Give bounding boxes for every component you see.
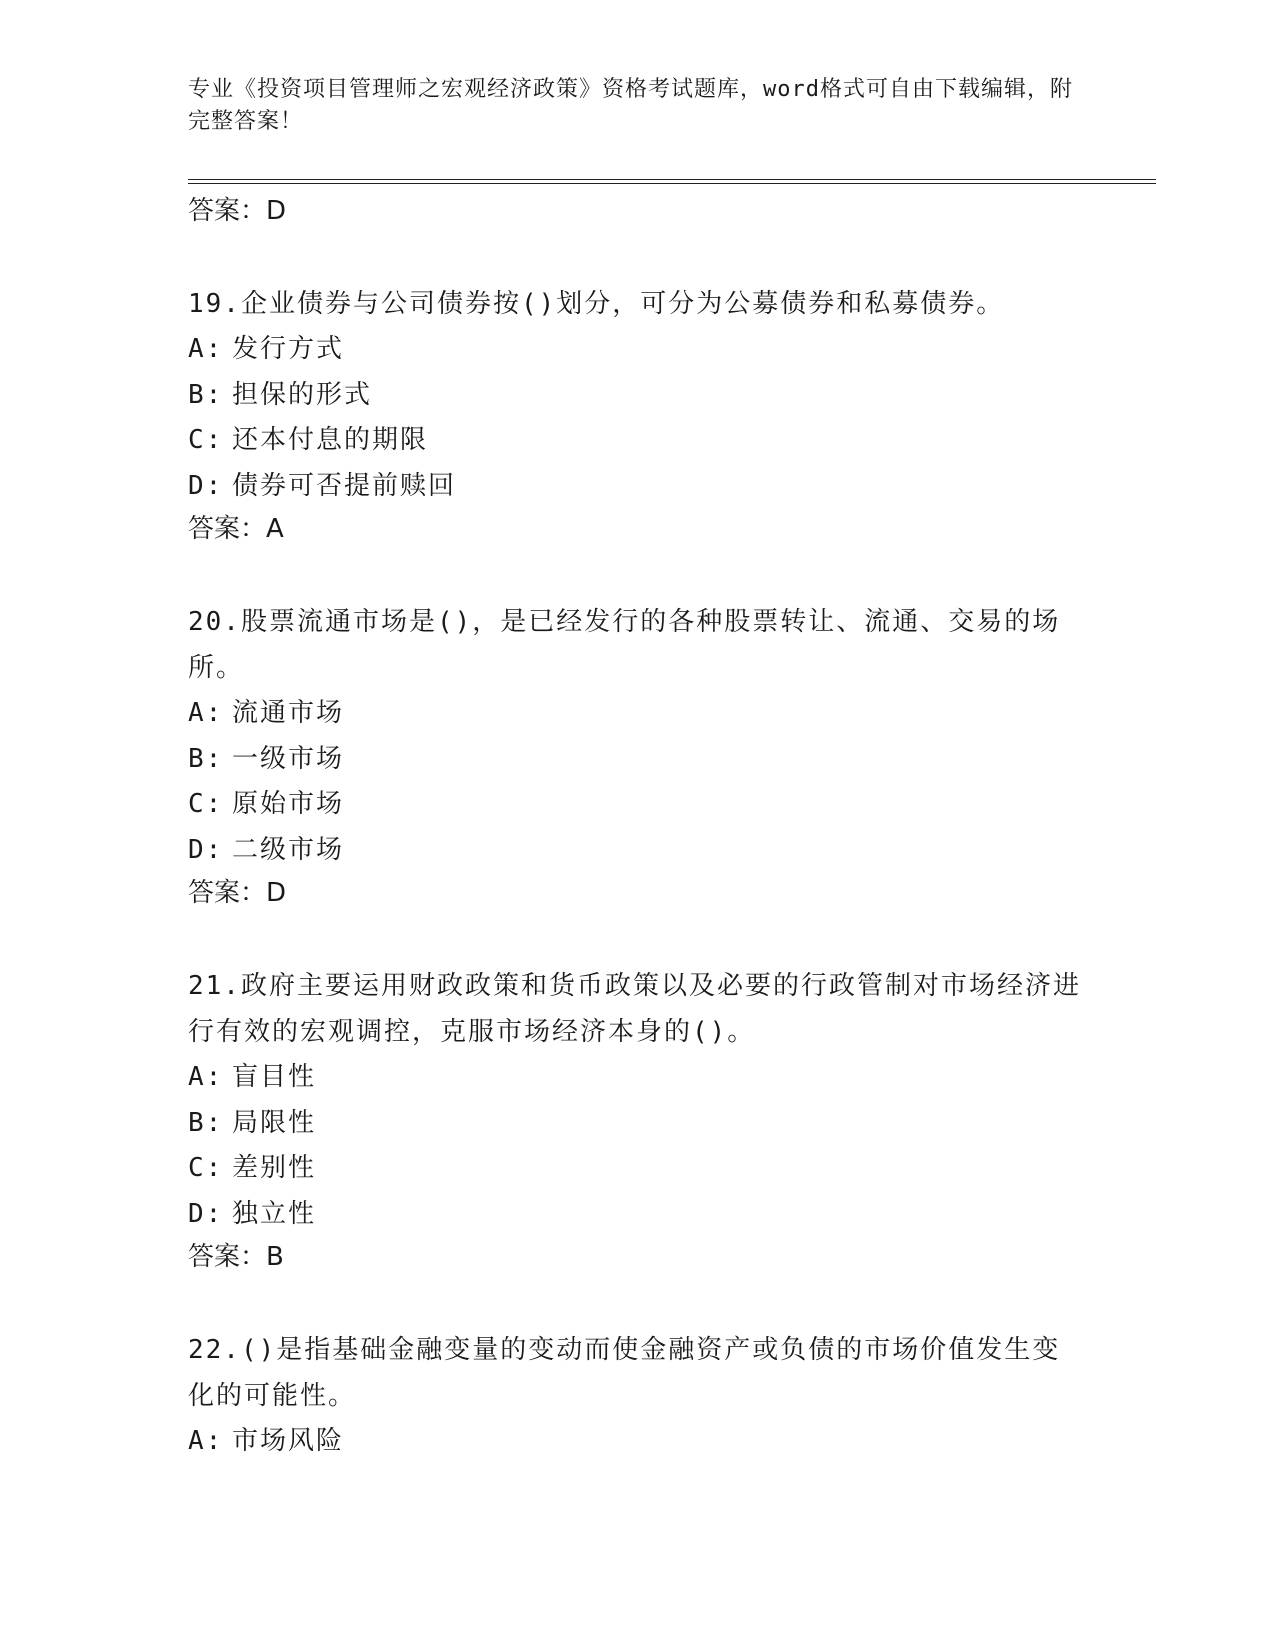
option-b xyxy=(188,737,1088,783)
document-header: 专业《投资项目管理师之宏观经济政策》资格考试题库，word格式可自由下载编辑，附完整答案！ xyxy=(188,77,1073,134)
question-list xyxy=(188,191,1088,1465)
option-a xyxy=(188,691,1088,737)
option-d xyxy=(188,1192,1088,1238)
option-d xyxy=(188,464,1088,510)
option-letter: A: xyxy=(188,698,224,728)
option-letter: C: xyxy=(188,1153,224,1183)
option-letter: D: xyxy=(188,470,224,501)
option-a xyxy=(188,327,1088,373)
option-c xyxy=(188,782,1088,828)
question-22 xyxy=(188,1327,1088,1465)
option-text: 担保的形式 xyxy=(232,379,373,410)
answer-line: 答案：B xyxy=(188,1242,284,1272)
option-text: 差别性 xyxy=(232,1153,317,1183)
question-text: 22.()是指基础金融变量的变动而使金融资产或负债的市场价值发生变化的可能性。 xyxy=(188,1335,1061,1411)
option-d xyxy=(188,828,1088,874)
option-text: 局限性 xyxy=(232,1107,317,1138)
option-b xyxy=(188,1101,1088,1147)
option-letter: B: xyxy=(188,379,224,410)
option-letter: C: xyxy=(188,425,224,455)
option-text: 一级市场 xyxy=(232,743,345,774)
option-text: 盲目性 xyxy=(232,1062,317,1092)
question-21 xyxy=(188,963,1088,1277)
option-text: 还本付息的期限 xyxy=(232,425,429,455)
question-19 xyxy=(188,281,1088,549)
option-text: 市场风险 xyxy=(232,1426,345,1456)
option-text: 发行方式 xyxy=(232,334,345,364)
option-text: 债券可否提前赎回 xyxy=(232,470,457,501)
option-letter: D: xyxy=(188,1198,224,1229)
option-letter: A: xyxy=(188,1062,224,1092)
question-text: 20.股票流通市场是()，是已经发行的各种股票转让、流通、交易的场所。 xyxy=(188,607,1061,683)
option-letter: D: xyxy=(188,834,224,865)
answer-line: 答案：A xyxy=(188,514,284,544)
option-letter: C: xyxy=(188,789,224,819)
question-text: 19.企业债券与公司债券按()划分，可分为公募债券和私募债券。 xyxy=(188,289,1005,319)
option-letter: A: xyxy=(188,334,224,364)
option-text: 原始市场 xyxy=(232,789,345,819)
option-text: 独立性 xyxy=(232,1198,317,1229)
option-letter: A: xyxy=(188,1426,224,1456)
answer-line: 答案：D xyxy=(188,878,287,908)
option-text: 二级市场 xyxy=(232,834,345,865)
option-a xyxy=(188,1419,1088,1465)
option-text: 流通市场 xyxy=(232,698,345,728)
question-text: 21.政府主要运用财政政策和货币政策以及必要的行政管制对市场经济进行有效的宏观调控，克服市场经济本身的()。 xyxy=(188,971,1081,1047)
option-b xyxy=(188,373,1088,419)
question-20 xyxy=(188,599,1088,913)
header-rule-top xyxy=(188,179,1156,180)
option-c xyxy=(188,418,1088,464)
option-c xyxy=(188,1146,1088,1192)
option-letter: B: xyxy=(188,1107,224,1138)
answer-line: 答案：D xyxy=(188,196,287,226)
option-letter: B: xyxy=(188,743,224,774)
option-a xyxy=(188,1055,1088,1101)
header-rule-bottom xyxy=(188,183,1156,184)
